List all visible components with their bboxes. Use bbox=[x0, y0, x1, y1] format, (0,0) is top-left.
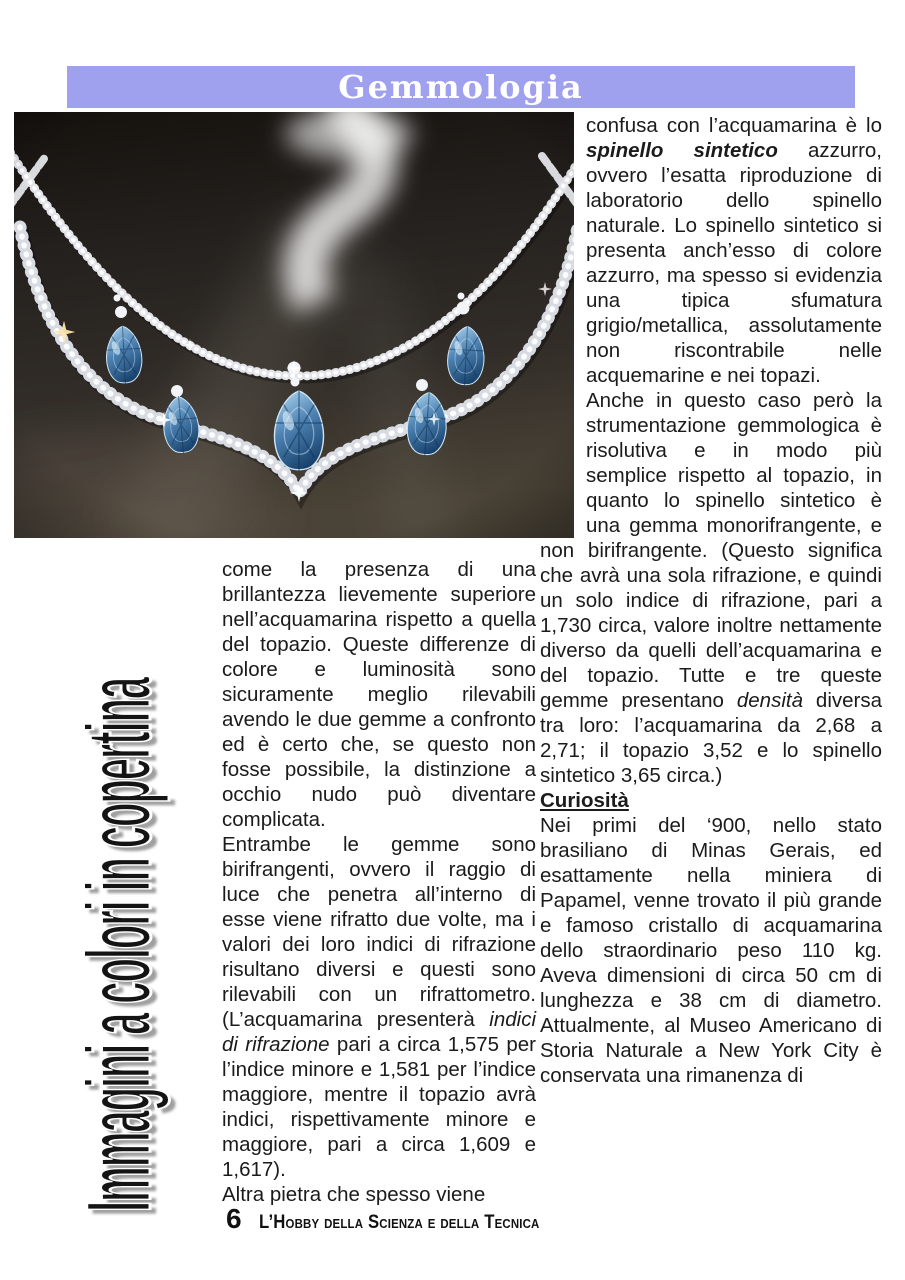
text-run: Nei primi del ‘900, nello stato brasiliano di Minas Gerais, ed esattamente nella miniera di Papamel, venne trovato il più grande e famoso cristallo di acquamarina dello straordinario peso 110 kg. Aveva dimensioni di circa 50 cm di lunghezza e 38 cm di diametro. Attualmente, al Museo Americano di Storia Naturale a New York City è conservata una rimanenza di bbox=[540, 814, 882, 1087]
page-number: 6 bbox=[226, 1203, 242, 1234]
text-run: Entrambe le gemme sono birifrangenti, ovvero il raggio di luce che penetra all’interno di esse viene rifratto due volte, ma i valori dei loro indici di rifrazione risultano diversi e questi sono rilevabili con un rifrattometro. (L’acquamarina presenterà bbox=[222, 833, 536, 1031]
photo-wrap-spacer bbox=[540, 113, 586, 538]
paragraph bbox=[540, 113, 882, 388]
paragraph bbox=[222, 557, 536, 832]
text-run: confusa con l’acquamarina è lo bbox=[586, 114, 882, 137]
text-run: Altra pietra che spesso viene bbox=[222, 1183, 486, 1206]
text-run-bold-italic: spinello sintetico bbox=[586, 139, 778, 162]
necklace-photo bbox=[14, 112, 574, 538]
curiosita-heading: Curiosità bbox=[540, 789, 629, 812]
magazine-title: L’Hobby della Scienza e della Tecnica bbox=[258, 1212, 540, 1233]
text-run-italic: densità bbox=[736, 689, 803, 712]
vertical-cover-caption-text: Immagini a colori in copertina bbox=[68, 678, 170, 1212]
text-run: azzurro, ovvero l’esatta riproduzione di laboratorio dello spinello naturale. Lo spinello sintetico si presenta anch’esso di colore azzurro, ma spesso si evidenzia una tipica sfumatura grigio/metallica, assolutamente non riscontrabile nelle acquemarine e nei topazi. bbox=[586, 139, 882, 387]
text-run: pari a circa 1,575 per l’indice minore e 1,581 per l’indice maggiore, mentre il topazio avrà indici, rispettivamente minore e maggiore, pari a circa 1,609 e 1,617). bbox=[222, 1033, 536, 1181]
article-right-column bbox=[540, 113, 882, 1088]
page-footer bbox=[226, 1203, 577, 1235]
text-run: come la presenza di una brillantezza lievemente superiore nell’acquamarina rispetto a quella del topazio. Queste differenze di colore e luminosità sono sicuramente meglio rilevabili avendo le due gemme a confronto ed è certo che, se questo non fosse possibile, la distinzione a occhio nudo può diventare complicata. bbox=[222, 558, 536, 831]
necklace-photo-art bbox=[14, 112, 574, 538]
section-banner bbox=[67, 66, 855, 108]
section-title: Gemmologia bbox=[338, 68, 584, 106]
text-run: Anche in questo caso però la strumentazione gemmologica è risolutiva e in modo più semplice rispetto al topazio, in quanto lo spinello sintetico è una gemma monorifrangente, e non birifrangente. (Questo significa che avrà una sola rifrazione, e quindi un solo indice di rifrazione, pari a 1,730 circa, valore inoltre nettamente diverso da quelli dell’acquamarina e del topazio. Tutte e tre queste gemme presentano bbox=[540, 389, 882, 712]
paragraph bbox=[222, 832, 536, 1182]
text-run-italic: indici di rifrazione bbox=[222, 1008, 536, 1056]
vertical-cover-caption bbox=[52, 560, 186, 1212]
text-run: diversa tra loro: l’acquamarina da 2,68 a 2,71; il topazio 3,52 e lo spinello sintetico 3,65 circa.) bbox=[540, 689, 883, 787]
paragraph bbox=[540, 813, 882, 1088]
paragraph bbox=[540, 388, 882, 788]
article-left-column bbox=[222, 557, 536, 1207]
